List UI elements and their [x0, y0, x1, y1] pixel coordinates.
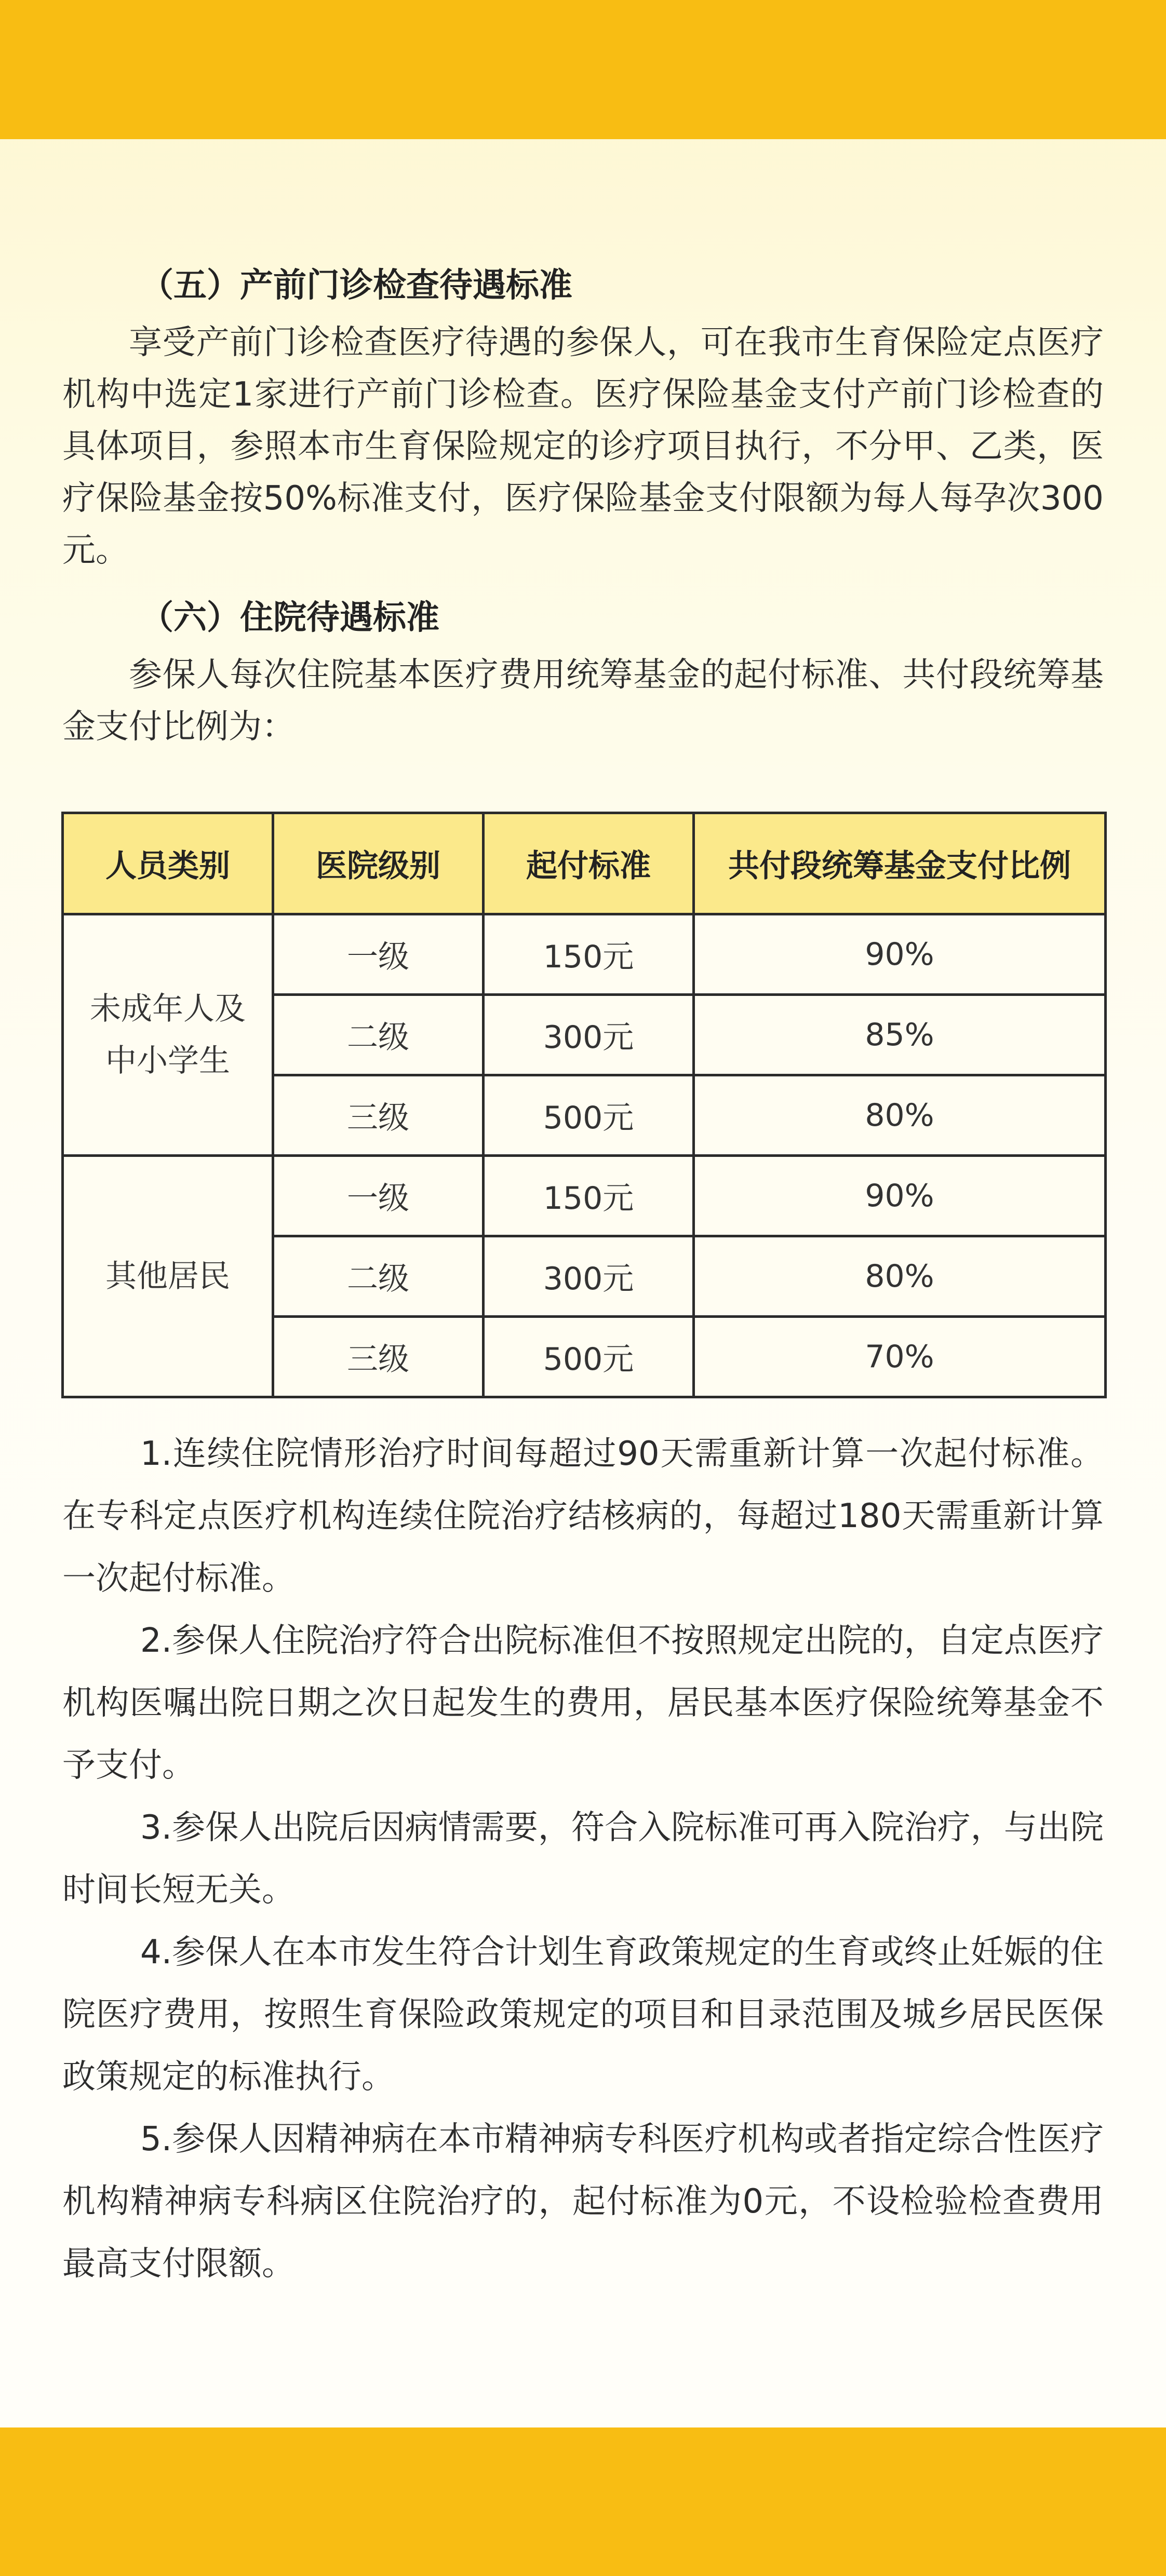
header-hospital-level: 医院级别: [273, 813, 484, 914]
section-5-heading: （五）产前门诊检查待遇标准: [140, 266, 572, 305]
header-ratio: 共付段统筹基金支付比例: [694, 813, 1106, 914]
level-cell: 二级: [273, 995, 484, 1075]
hospitalization-standard-table: [61, 812, 1107, 1398]
ratio-cell: 80%: [694, 1236, 1106, 1317]
level-cell: 一级: [273, 914, 484, 995]
note-item-1: 1.连续住院情形治疗时间每超过90天需重新计算一次起付标准。在专科定点医疗机构连续住院治疗结核病的，每超过180天需重新计算一次起付标准。: [62, 1435, 1104, 1598]
level-cell: 三级: [273, 1075, 484, 1156]
table-header-row: [63, 813, 1106, 914]
threshold-cell: 500元: [484, 1317, 694, 1397]
section-6-paragraph: 参保人每次住院基本医疗费用统筹基金的起付标准、共付段统筹基金支付比例为：: [62, 656, 1104, 746]
ratio-cell: 70%: [694, 1317, 1106, 1397]
level-cell: 三级: [273, 1317, 484, 1397]
note-item-2: 2.参保人住院治疗符合出院标准但不按照规定出院的，自定点医疗机构医嘱出院日期之次日起发生的费用，居民基本医疗保险统筹基金不予支付。: [62, 1622, 1104, 1785]
header-category: 人员类别: [63, 813, 273, 914]
section-6-heading: （六）住院待遇标准: [140, 599, 439, 637]
table-row: [63, 1156, 1106, 1236]
category-cell: 未成年人及中小学生: [63, 914, 273, 1156]
ratio-cell: 90%: [694, 914, 1106, 995]
ratio-cell: 85%: [694, 995, 1106, 1075]
document-body: [62, 254, 1104, 753]
threshold-cell: 500元: [484, 1075, 694, 1156]
bottom-banner: [0, 2427, 1166, 2576]
level-cell: 二级: [273, 1236, 484, 1317]
note-item-3: 3.参保人出院后因病情需要，符合入院标准可再入院治疗，与出院时间长短无关。: [62, 1809, 1104, 1909]
category-cell: 其他居民: [63, 1156, 273, 1397]
notes-list: [62, 1423, 1104, 2295]
section-5-paragraph: 享受产前门诊检查医疗待遇的参保人，可在我市生育保险定点医疗机构中选定1家进行产前门诊检查。医疗保险基金支付产前门诊检查的具体项目，参照本市生育保险规定的诊疗项目执行，不分甲、乙类，医疗保险基金按50%标准支付，医疗保险基金支付限额为每人每孕次300元。: [62, 323, 1104, 570]
threshold-cell: 300元: [484, 1236, 694, 1317]
threshold-cell: 300元: [484, 995, 694, 1075]
ratio-cell: 80%: [694, 1075, 1106, 1156]
top-banner: [0, 0, 1166, 139]
table-row: [63, 914, 1106, 995]
threshold-cell: 150元: [484, 1156, 694, 1236]
threshold-cell: 150元: [484, 914, 694, 995]
header-threshold: 起付标准: [484, 813, 694, 914]
note-item-5: 5.参保人因精神病在本市精神病专科医疗机构或者指定综合性医疗机构精神病专科病区住院治疗的，起付标准为0元，不设检验检查费用最高支付限额。: [62, 2120, 1104, 2283]
note-item-4: 4.参保人在本市发生符合计划生育政策规定的生育或终止妊娠的住院医疗费用，按照生育保险政策规定的项目和目录范围及城乡居民医保政策规定的标准执行。: [62, 1933, 1104, 2096]
level-cell: 一级: [273, 1156, 484, 1236]
ratio-cell: 90%: [694, 1156, 1106, 1236]
